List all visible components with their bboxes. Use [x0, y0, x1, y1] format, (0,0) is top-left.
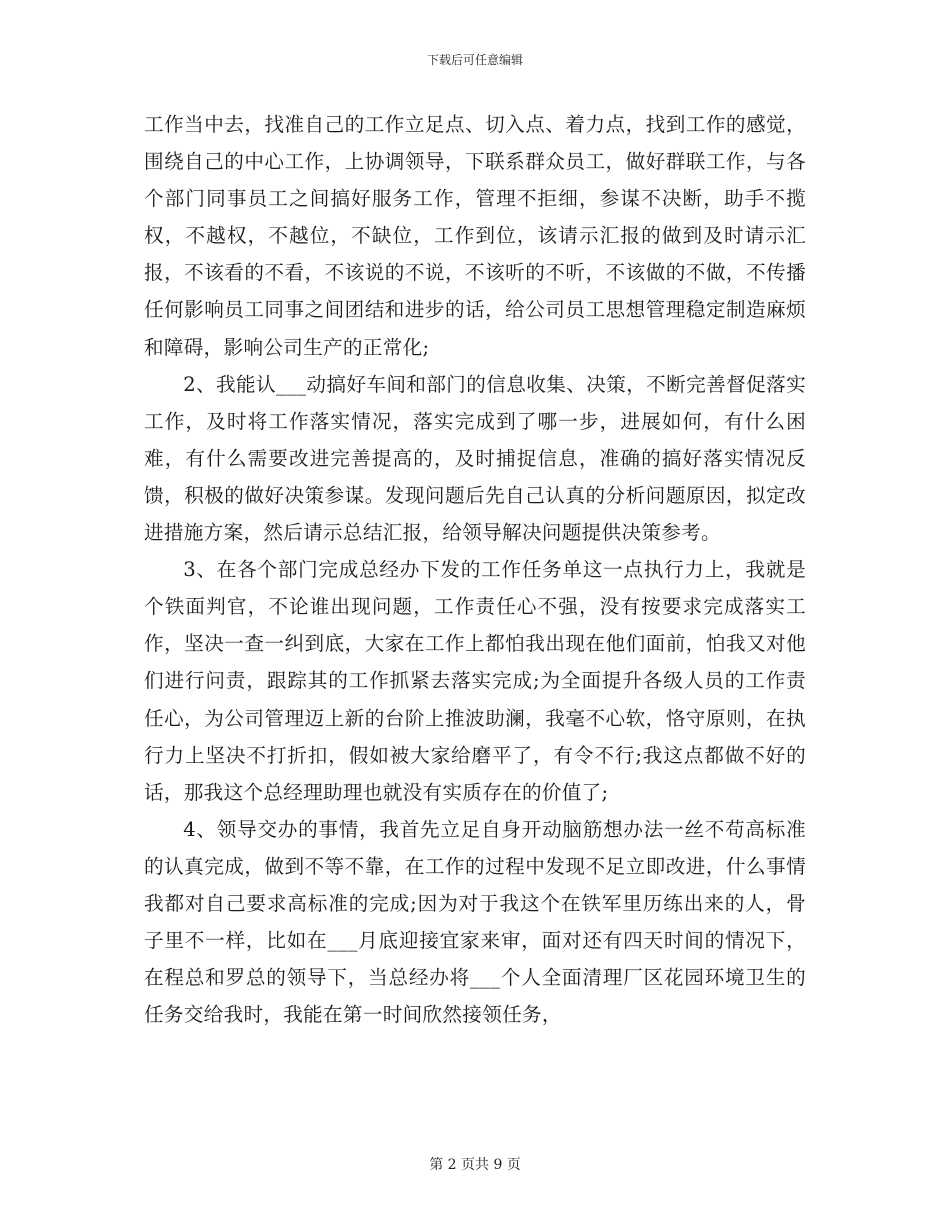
document-body	[144, 106, 806, 1033]
page-header: 下载后可任意编辑	[426, 53, 523, 67]
paragraph-2: 2、我能认___动搞好车间和部门的信息收集、决策，不断完善督促落实工作，及时将工作落实情况，落实完成到了哪一步，进展如何，有什么困难，有什么需要改进完善提高的，及时捕捉信息，准确的搞好落实情况反馈，积极的做好决策参谋。发现问题后先自己认真的分析问题原因，拟定改进措施方案，然后请示总结汇报，给领导解决问题提供决策参考。	[144, 372, 806, 545]
paragraph-3: 3、在各个部门完成总经办下发的工作任务单这一点执行力上，我就是个铁面判官，不论谁出现问题，工作责任心不强，没有按要求完成落实工作，坚决一查一纠到底，大家在工作上都怕我出现在他们面前，怕我又对他们进行问责，跟踪其的工作抓紧去落实完成;为全面提升各级人员的工作责任心，为公司管理迈上新的台阶上推波助澜，我毫不心软，恪守原则，在执行力上坚决不打折扣，假如被大家给磨平了，有令不行;我这点都做不好的话，那我这个总经理助理也就没有实质存在的价值了;	[144, 558, 806, 804]
paragraph-4: 4、领导交办的事情，我首先立足自身开动脑筋想办法一丝不苟高标准的认真完成，做到不等不靠，在工作的过程中发现不足立即改进，什么事情我都对自己要求高标准的完成;因为对于我这个在铁军里历练出来的人，骨子里不一样，比如在___月底迎接宜家来审，面对还有四天时间的情况下，在程总和罗总的领导下，当总经办将___个人全面清理厂区花园环境卫生的任务交给我时，我能在第一时间欣然接领任务，	[144, 817, 806, 1027]
paragraph-1: 工作当中去，找准自己的工作立足点、切入点、着力点，找到工作的感觉，围绕自己的中心工作，上协调领导，下联系群众员工，做好群联工作，与各个部门同事员工之间搞好服务工作，管理不拒细，参谋不决断，助手不揽权，不越权，不越位，不缺位，工作到位，该请示汇报的做到及时请示汇报，不该看的不看，不该说的不说，不该听的不听，不该做的不做，不传播任何影响员工同事之间团结和进步的话，给公司员工思想管理稳定制造麻烦和障碍，影响公司生产的正常化;	[144, 113, 806, 359]
page-number-footer: 第 2 页共 9 页	[429, 1157, 521, 1173]
